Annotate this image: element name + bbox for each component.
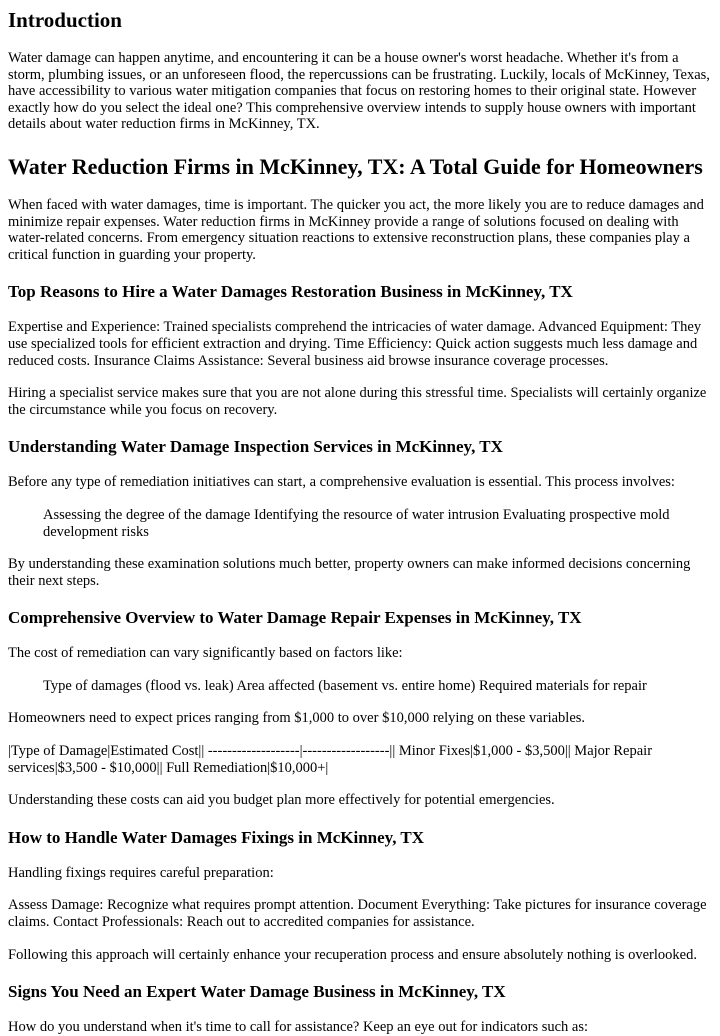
cost-list: Type of damages (flood vs. leak) Area affected (basement vs. entire home) Required materials for repair bbox=[43, 677, 647, 694]
signs-heading: Signs You Need an Expert Water Damage Business in McKinney, TX bbox=[8, 982, 506, 1002]
inspection-list: Assessing the degree of the damage Identifying the resource of water intrusion Evaluating prospective mold development risks bbox=[43, 506, 670, 540]
handle-paragraph-2: Following this approach will certainly enhance your recuperation process and ensure absolutely nothing is overlooked. bbox=[8, 946, 697, 963]
handle-heading: How to Handle Water Damages Fixings in McKinney, TX bbox=[8, 827, 425, 847]
intro-paragraph: Water damage can happen anytime, and encountering it can be a house owner's worst headache. Whether it's from a storm, plumbing issues, or an unforeseen flood, the repercussions can be frustrating. Luckily, locals of McKinney, Texas, have accessibility to various water mitigation companies that focus on restoring homes to their original state. However exactly how do you select the ideal one? This comprehensive overview intends to supply house owners with important details about water reduction firms in McKinney, TX. bbox=[8, 50, 710, 133]
handle-steps: Assess Damage: Recognize what requires prompt attention. Document Everything: Take pictures for insurance coverage claims. Contact Professionals: Reach out to accredited companies for assistance. bbox=[8, 897, 707, 931]
intro-heading: Introduction bbox=[8, 8, 122, 32]
reasons-heading: Top Reasons to Hire a Water Damages Restoration Business in McKinney, TX bbox=[8, 282, 573, 302]
inspection-heading: Understanding Water Damage Inspection Services in McKinney, TX bbox=[8, 437, 503, 457]
signs-paragraph: How do you understand when it's time to call for assistance? Keep an eye out for indicators such as: bbox=[8, 1019, 589, 1036]
guide-heading: Water Reduction Firms in McKinney, TX: A Total Guide for Homeowners bbox=[8, 153, 703, 179]
cost-paragraph-2: Homeowners need to expect prices ranging from $1,000 to over $10,000 relying on these variables. bbox=[8, 710, 586, 727]
reasons-paragraph: Expertise and Experience: Trained specialists comprehend the intricacies of water damage. Advanced Equipment: They use specialized tools for efficient extraction and drying. Time Efficiency: Quick action suggests much less damage and reduced costs. Insurance Claims Assistance: Several business aid browse insurance coverage processes. bbox=[8, 319, 702, 369]
cost-table-text: |Type of Damage|Estimated Cost|| -------------------|------------------|| Minor Fixes|$1,000 - $3,500|| Major Repair services|$3,500 - $10,000|| Full Remediation|$10,000+| bbox=[8, 743, 653, 776]
cost-paragraph-3: Understanding these costs can aid you budget plan more effectively for potential emergencies. bbox=[8, 792, 555, 809]
reasons-paragraph-2: Hiring a specialist service makes sure that you are not alone during this stressful time. Specialists will certainly organize the circumstance while you focus on recovery. bbox=[8, 385, 707, 418]
handle-paragraph: Handling fixings requires careful preparation: bbox=[8, 864, 274, 881]
cost-heading: Comprehensive Overview to Water Damage Repair Expenses in McKinney, TX bbox=[8, 608, 582, 628]
inspection-paragraph: Before any type of remediation initiatives can start, a comprehensive evaluation is essential. This process involves: bbox=[8, 474, 675, 491]
inspection-paragraph-2: By understanding these examination solutions much better, property owners can make informed decisions concerning their next steps. bbox=[8, 556, 691, 589]
cost-paragraph: The cost of remediation can vary significantly based on factors like: bbox=[8, 645, 403, 662]
article bbox=[0, 6, 720, 1036]
guide-paragraph: When faced with water damages, time is important. The quicker you act, the more likely you are to reduce damages and minimize repair expenses. Water reduction firms in McKinney provide a range of solutions focused on dealing with water-related concerns. From emergency situation reactions to extensive reconstruction plans, these companies play a critical function in guarding your property. bbox=[8, 196, 704, 263]
